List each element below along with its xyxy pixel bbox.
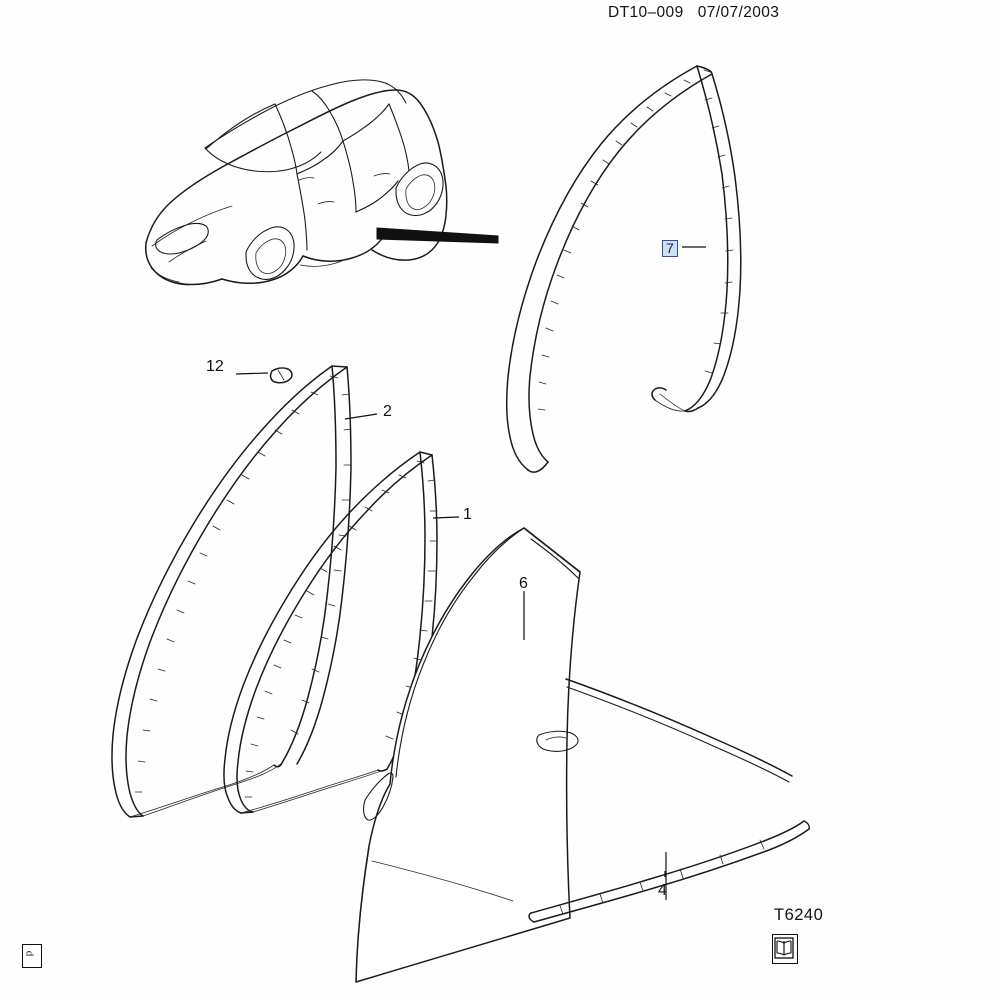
part-2-outer-weatherstrip xyxy=(112,366,377,817)
callout-2[interactable]: 2 xyxy=(383,403,392,420)
left-edge-mark xyxy=(22,944,42,968)
car-illustration xyxy=(146,80,498,285)
book-icon xyxy=(772,934,798,964)
callout-7[interactable]: 7 xyxy=(662,240,678,257)
part-4-belt-molding xyxy=(529,821,809,922)
left-edge-mark-letter: d xyxy=(23,950,36,957)
sheet-code: T6240 xyxy=(774,906,824,924)
drawing-header: DT10–009 07/07/2003 xyxy=(608,4,780,21)
callout-12[interactable]: 12 xyxy=(206,358,224,375)
part-7-body-weatherstrip xyxy=(507,66,741,472)
callout-1[interactable]: 1 xyxy=(463,506,472,523)
part-6-door-panel xyxy=(356,528,792,982)
book-icon-glyph xyxy=(773,935,795,961)
callout-6[interactable]: 6 xyxy=(519,575,528,592)
callout-4[interactable]: 4 xyxy=(658,882,667,899)
